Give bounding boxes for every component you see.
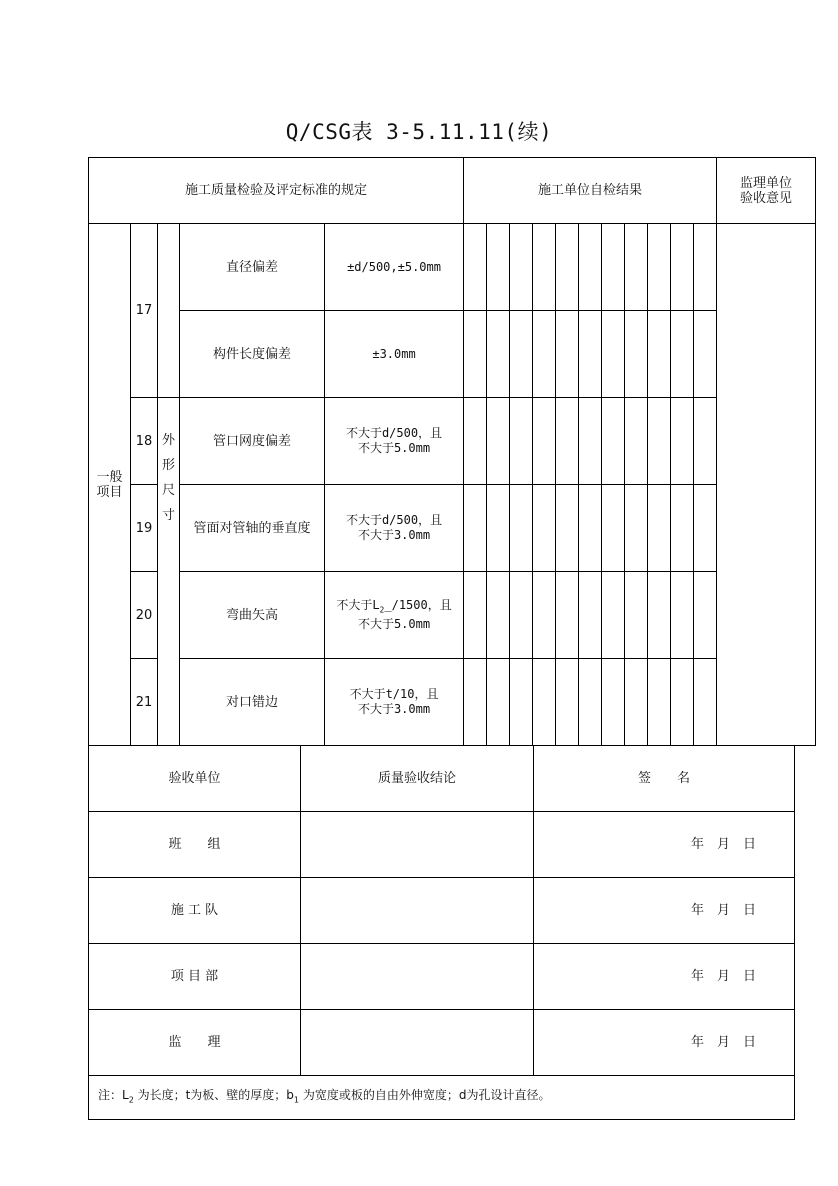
check-cell[interactable] <box>533 224 556 311</box>
acceptance-unit-construction-team: 施 工 队 <box>89 878 301 944</box>
check-cell[interactable] <box>464 398 487 485</box>
item-number: 17 <box>131 224 158 398</box>
item-name: 管面对管轴的垂直度 <box>180 485 325 572</box>
acceptance-unit-supervision: 监 理 <box>89 1010 301 1076</box>
item-name: 对口错边 <box>180 659 325 746</box>
check-cell[interactable] <box>579 224 602 311</box>
check-cell[interactable] <box>602 224 625 311</box>
check-cell[interactable] <box>694 311 717 398</box>
signature-header: 签 名 <box>534 746 795 812</box>
item-name: 弯曲矢高 <box>180 572 325 659</box>
check-cell[interactable] <box>556 398 579 485</box>
item-standard: 不大于d/500，且 不大于5.0mm <box>325 398 464 485</box>
check-cell[interactable] <box>625 485 648 572</box>
item-standard: ±d/500,±5.0mm <box>325 224 464 311</box>
check-cell[interactable] <box>694 659 717 746</box>
item-number: 19 <box>131 485 158 572</box>
check-cell[interactable] <box>625 572 648 659</box>
check-cell[interactable] <box>487 398 510 485</box>
acceptance-unit-team: 班 组 <box>89 812 301 878</box>
self-check-header: 施工单位自检结果 <box>464 158 717 224</box>
conclusion-cell[interactable] <box>301 1010 534 1076</box>
check-cell[interactable] <box>602 572 625 659</box>
acceptance-table <box>88 745 795 1120</box>
check-cell[interactable] <box>533 572 556 659</box>
footnote: 注：$L_2$ 为长度；t为板、壁的厚度；$b_1$ 为宽度或板的自由外伸宽度；d为孔设计直径。 <box>89 1076 795 1120</box>
category-general-items: 一般 项目 <box>89 224 131 746</box>
item-standard: 不大于d/500，且 不大于3.0mm <box>325 485 464 572</box>
item-standard: 不大于$L_2\_/1500$，且 不大于5.0mm <box>325 572 464 659</box>
signature-date-cell[interactable]: 年 月 日 <box>534 878 795 944</box>
check-cell[interactable] <box>533 485 556 572</box>
check-cell[interactable] <box>556 224 579 311</box>
check-cell[interactable] <box>464 311 487 398</box>
check-cell[interactable] <box>671 485 694 572</box>
check-cell[interactable] <box>625 311 648 398</box>
check-cell[interactable] <box>510 398 533 485</box>
check-cell[interactable] <box>579 572 602 659</box>
check-cell[interactable] <box>464 485 487 572</box>
check-cell[interactable] <box>510 311 533 398</box>
check-cell[interactable] <box>533 311 556 398</box>
inspection-table <box>88 157 816 746</box>
check-cell[interactable] <box>671 398 694 485</box>
signature-date-cell[interactable]: 年 月 日 <box>534 812 795 878</box>
check-cell[interactable] <box>579 311 602 398</box>
check-cell[interactable] <box>510 485 533 572</box>
group-cell-empty <box>158 224 180 398</box>
check-cell[interactable] <box>648 398 671 485</box>
check-cell[interactable] <box>579 659 602 746</box>
item-number: 18 <box>131 398 158 485</box>
acceptance-unit-project-department: 项 目 部 <box>89 944 301 1010</box>
check-cell[interactable] <box>533 398 556 485</box>
check-cell[interactable] <box>671 224 694 311</box>
check-cell[interactable] <box>694 398 717 485</box>
check-cell[interactable] <box>579 398 602 485</box>
check-cell[interactable] <box>556 572 579 659</box>
item-standard: 不大于t/10，且 不大于3.0mm <box>325 659 464 746</box>
check-cell[interactable] <box>556 311 579 398</box>
check-cell[interactable] <box>487 572 510 659</box>
conclusion-cell[interactable] <box>301 944 534 1010</box>
check-cell[interactable] <box>556 659 579 746</box>
conclusion-cell[interactable] <box>301 878 534 944</box>
check-cell[interactable] <box>533 659 556 746</box>
check-cell[interactable] <box>671 311 694 398</box>
check-cell[interactable] <box>694 224 717 311</box>
check-cell[interactable] <box>579 485 602 572</box>
acceptance-unit-header: 验收单位 <box>89 746 301 812</box>
check-cell[interactable] <box>464 224 487 311</box>
item-standard: ±3.0mm <box>325 311 464 398</box>
signature-date-cell[interactable]: 年 月 日 <box>534 1010 795 1076</box>
signature-date-cell[interactable]: 年 月 日 <box>534 944 795 1010</box>
check-cell[interactable] <box>602 659 625 746</box>
quality-conclusion-header: 质量验收结论 <box>301 746 534 812</box>
check-cell[interactable] <box>464 572 487 659</box>
check-cell[interactable] <box>671 572 694 659</box>
group-appearance-dimension: 外 形 尺 寸 <box>158 398 180 746</box>
item-name: 构件长度偏差 <box>180 311 325 398</box>
check-cell[interactable] <box>602 311 625 398</box>
check-cell[interactable] <box>464 659 487 746</box>
check-cell[interactable] <box>694 572 717 659</box>
check-cell[interactable] <box>648 224 671 311</box>
item-number: 20 <box>131 572 158 659</box>
conclusion-cell[interactable] <box>301 812 534 878</box>
supervisor-opinion-header: 监理单位 验收意见 <box>717 158 816 224</box>
check-cell[interactable] <box>648 572 671 659</box>
check-cell[interactable] <box>625 398 648 485</box>
check-cell[interactable] <box>510 659 533 746</box>
check-cell[interactable] <box>625 659 648 746</box>
check-cell[interactable] <box>602 398 625 485</box>
check-cell[interactable] <box>602 485 625 572</box>
check-cell[interactable] <box>648 659 671 746</box>
check-cell[interactable] <box>671 659 694 746</box>
item-name: 管口网度偏差 <box>180 398 325 485</box>
standard-header: 施工质量检验及评定标准的规定 <box>89 158 464 224</box>
check-cell[interactable] <box>487 659 510 746</box>
check-cell[interactable] <box>487 311 510 398</box>
item-name: 直径偏差 <box>180 224 325 311</box>
check-cell[interactable] <box>648 311 671 398</box>
form-title: Q/CSG表 3-5.11.11(续) <box>285 120 553 144</box>
check-cell[interactable] <box>694 485 717 572</box>
check-cell[interactable] <box>556 485 579 572</box>
check-cell[interactable] <box>510 224 533 311</box>
check-cell[interactable] <box>510 572 533 659</box>
check-cell[interactable] <box>487 224 510 311</box>
supervisor-opinion-cell[interactable] <box>717 224 816 746</box>
check-cell[interactable] <box>487 485 510 572</box>
item-number: 21 <box>131 659 158 746</box>
check-cell[interactable] <box>625 224 648 311</box>
check-cell[interactable] <box>648 485 671 572</box>
